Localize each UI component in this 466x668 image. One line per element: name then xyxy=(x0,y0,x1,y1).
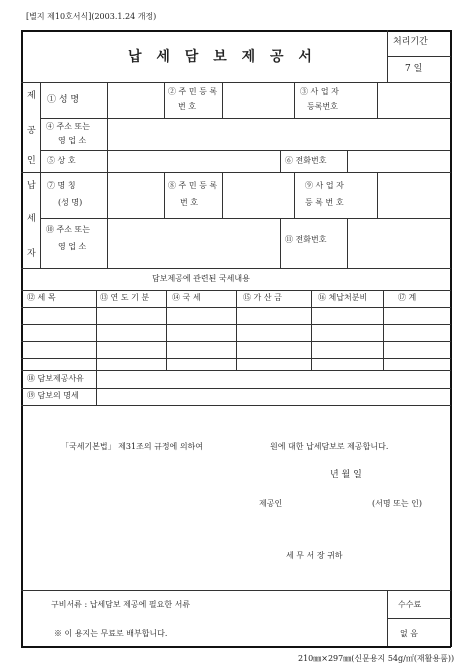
reason-label: ⑱ 담보제공사유 xyxy=(27,374,84,383)
taxpayer-address-label-2: 영 업 소 xyxy=(58,242,87,251)
collateral-label: ⑲ 담보의 명세 xyxy=(27,391,79,400)
column-disposition-fee: ⑯ 체납처분비 xyxy=(318,293,368,302)
provider-name-label: ① 성 명 xyxy=(47,95,80,105)
column-tax-item: ⑫ 세 목 xyxy=(27,293,56,302)
processing-label: 처리기간 xyxy=(393,37,428,47)
free-distribution-note: ※ 이 용지는 무료로 배부합니다. xyxy=(54,629,168,638)
statement-right: 원에 대한 납세담보로 제공합니다. xyxy=(270,442,389,451)
taxpayer-side-2: 세 xyxy=(27,214,36,224)
statement-provider: 제공인 xyxy=(259,499,283,508)
column-penalty: ⑮ 가 산 금 xyxy=(243,293,282,302)
form-title: 납 세 담 보 제 공 서 xyxy=(128,49,317,65)
form-number: [별지 제10호서식](2003.1.24 개정) xyxy=(26,12,157,21)
provider-rrn-label-1: ② 주 민 등 록 xyxy=(168,87,218,96)
taxpayer-rrn-label-1: ⑧ 주 민 등 록 xyxy=(168,181,218,190)
processing-value: 7 일 xyxy=(405,64,423,74)
fee-label: 수수료 xyxy=(398,600,422,609)
taxpayer-biz-label-1: ⑨ 사 업 자 xyxy=(305,181,344,190)
provider-side-2: 공 xyxy=(27,126,36,136)
statement-date: 년 월 일 xyxy=(330,470,362,480)
taxpayer-address-label-1: ⑩ 주소 또는 xyxy=(46,225,90,234)
taxpayer-side-1: 납 xyxy=(27,181,36,191)
provider-company-label: ⑤ 상 호 xyxy=(47,156,76,165)
provider-side-1: 제 xyxy=(27,91,36,101)
taxpayer-biz-label-2: 등 록 번 호 xyxy=(305,198,344,207)
provider-side-3: 인 xyxy=(27,156,36,166)
required-docs: 구비서류 : 납세담보 제공에 필요한 서류 xyxy=(51,600,191,609)
paper-spec: 210㎜×297㎜(신문용지 54g/㎡(재활용품)) xyxy=(298,654,455,663)
provider-address-label-2: 영 업 소 xyxy=(58,136,87,145)
provider-rrn-label-2: 번 호 xyxy=(178,102,196,111)
provider-biz-label-2: 등록번호 xyxy=(307,102,338,111)
statement-sign: (서명 또는 인) xyxy=(372,499,422,508)
fee-value: 없 음 xyxy=(400,629,418,638)
taxpayer-name-label-1: ⑦ 명 칭 xyxy=(47,181,76,190)
column-total: ⑰ 계 xyxy=(398,293,417,302)
tax-section-title: 담보제공에 관련된 국세내용 xyxy=(152,274,250,283)
taxpayer-name-label-2: (성 명) xyxy=(58,198,83,207)
taxpayer-side-3: 자 xyxy=(27,249,36,259)
column-year: ⑬ 연 도 기 분 xyxy=(100,293,150,302)
statement-addressee: 세 무 서 장 귀하 xyxy=(286,551,343,560)
taxpayer-rrn-label-2: 번 호 xyxy=(180,198,198,207)
provider-biz-label-1: ③ 사 업 자 xyxy=(300,87,339,96)
column-national-tax: ⑭ 국 세 xyxy=(172,293,201,302)
taxpayer-phone-label: ⑪ 전화번호 xyxy=(285,235,327,244)
provider-address-label-1: ④ 주소 또는 xyxy=(46,122,90,131)
provider-phone-label: ⑥ 전화번호 xyxy=(285,156,327,165)
statement-left: 「국세기본법」 제31조의 규정에 의하여 xyxy=(61,442,203,451)
